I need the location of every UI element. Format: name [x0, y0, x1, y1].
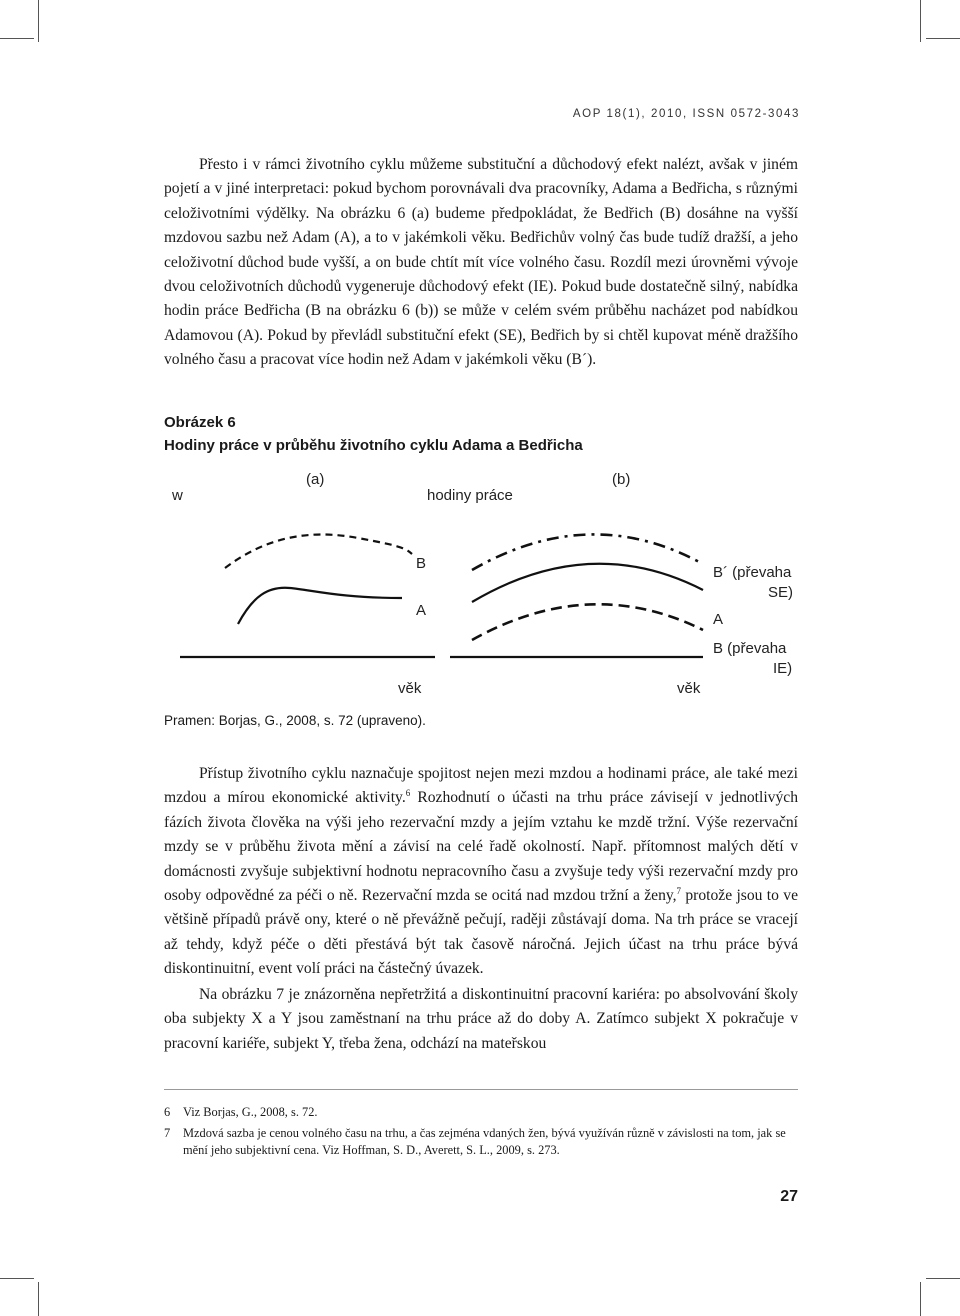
panel-b-label: (b) — [612, 471, 631, 488]
panel-a-series-b-line — [225, 534, 412, 568]
figure-source: Pramen: Borjas, G., 2008, s. 72 (upraveno). — [164, 713, 426, 728]
panel-a-y-label: w — [172, 487, 183, 504]
paragraph-2-part-a: Přístup životního cyklu naznačuje spojitost nejen mezi mzdou a hodinami práce, ale také mezi mzdou a mírou ekonomické aktivity. — [164, 765, 798, 807]
paragraph-2-part-c: protože jsou to ve většině případů právě ony, které o ně převážně pečují, raději zůstávají doma. Na trh práce se vracejí až tehdy, když péče o děti přestává být tak časově náročná. Jejich účast na trhu práce bývá diskontinuitní, event volí práci na částečný úvazek. — [164, 887, 798, 978]
panel-a-series-a-line — [238, 588, 402, 624]
body-paragraph-2 — [164, 762, 798, 982]
panel-b-series-a-line — [472, 564, 703, 602]
panel-b-series-b-label-2: IE) — [773, 660, 793, 677]
footnote-ref-7: 7 — [676, 885, 682, 896]
figure-title: Hodiny práce v průběhu životního cyklu Adama a Bedřicha — [164, 437, 583, 454]
paragraph-2-part-b: Rozhodnutí o účasti na trhu práce závisejí v jednotlivých fázích života člověka na výši jeho rezervační mzdy a jejím vztahu ke mzdě tržní. Výše rezervační mzdy se v průběhu života mění a závisí na celé řadě okolností. Např. přítomnost malých dětí v domácnosti zvyšuje subjektivní hodnotu nepracovního času a zvyšuje tedy výši rezervační mzdy pro osoby odpovědné za péči o ně. Rezervační mzda se ocitá nad mzdou tržní a ženy, — [164, 789, 798, 905]
panel-a-series-a-label: A — [416, 602, 427, 619]
panel-b-series-b-line — [472, 604, 703, 640]
panel-a-x-label: věk — [398, 680, 422, 697]
footnote-ref-6: 6 — [405, 788, 411, 799]
running-head: AOP 18(1), 2010, ISSN 0572-3043 — [572, 108, 800, 120]
crop-mark — [920, 0, 921, 42]
panel-b-series-a-label: A — [713, 611, 724, 628]
crop-mark — [926, 38, 960, 39]
panel-b-y-label: hodiny práce — [427, 487, 513, 504]
figure-6-chart — [150, 462, 810, 712]
footnote-text: Mzdová sazba je cenou volného času na trhu, a čas zejména vdaných žen, bývá využíván různě v závislosti na tom, jak se mění jeho subjektivní cena. Viz Hoffman, S. D., Averett, S. L., 2009, s. 273. — [183, 1126, 786, 1157]
page-number: 27 — [780, 1188, 798, 1205]
body-paragraph-1: Přesto i v rámci životního cyklu můžeme substituční a důchodový efekt nalézt, avšak v jiném pojetí a v jiné interpretaci: pokud bychom porovnávali dva pracovníky, Adama a Bedřicha, s různými celoživotními výdělky. Na obrázku 6 (a) budeme předpokládat, že Bedřich (B) dosáhne na vyšší mzdovou sazbu než Adam (A), a to v jakémkoli věku. Bedřichův volný čas bude tudíž dražší, a jeho celoživotní důchod bude vyšší, a on bude chtít mít více volného času. Rozdíl mezi úrovněmi vývoje dvou celoživotních důchodů vygeneruje důchodový efekt (IE). Pokud bude dostatečně silný, nabídka hodin práce Bedřicha (B na obrázku 6 (b)) se může v celém svém průběhu nacházet pod nabídkou Adamovou (A). Pokud by převládl substituční efekt (SE), Bedřich by si chtěl kupovat méně dražšího volného času a pracovat více hodin než Adam v jakémkoli věku (B´). — [164, 156, 798, 369]
panel-a-series-b-label: B — [416, 555, 427, 572]
footnote-7 — [164, 1125, 798, 1159]
crop-mark — [926, 1278, 960, 1279]
panel-b-series-b-label-1: B (převaha — [713, 640, 787, 657]
footnote-number: 7 — [164, 1126, 171, 1140]
crop-mark — [0, 1278, 34, 1279]
figure-label: Obrázek 6 — [164, 414, 236, 431]
footnote-text: Viz Borjas, G., 2008, s. 72. — [183, 1105, 318, 1119]
footnote-6 — [164, 1104, 798, 1121]
crop-mark — [38, 1282, 39, 1316]
panel-b-series-bprime-label-1: B´ (převaha — [713, 564, 792, 581]
panel-a-label: (a) — [306, 471, 325, 488]
body-paragraph-3: Na obrázku 7 je znázorněna nepřetržitá a diskontinuitní pracovní kariéra: po absolvování školy oba subjekty X a Y jsou zaměstnaní na trhu práce až do doby A. Zatímco subjekt X pokračuje v pracovní kariéře, subjekt Y, třeba žena, odchází na mateřskou — [164, 986, 798, 1052]
figure-6-svg — [150, 462, 810, 712]
crop-mark — [0, 38, 34, 39]
crop-mark — [920, 1282, 921, 1316]
footnote-divider — [164, 1089, 798, 1090]
footnote-number: 6 — [164, 1105, 171, 1119]
crop-mark — [38, 0, 39, 42]
panel-b-series-bprime-label-2: SE) — [768, 584, 794, 601]
panel-b-x-label: věk — [677, 680, 701, 697]
